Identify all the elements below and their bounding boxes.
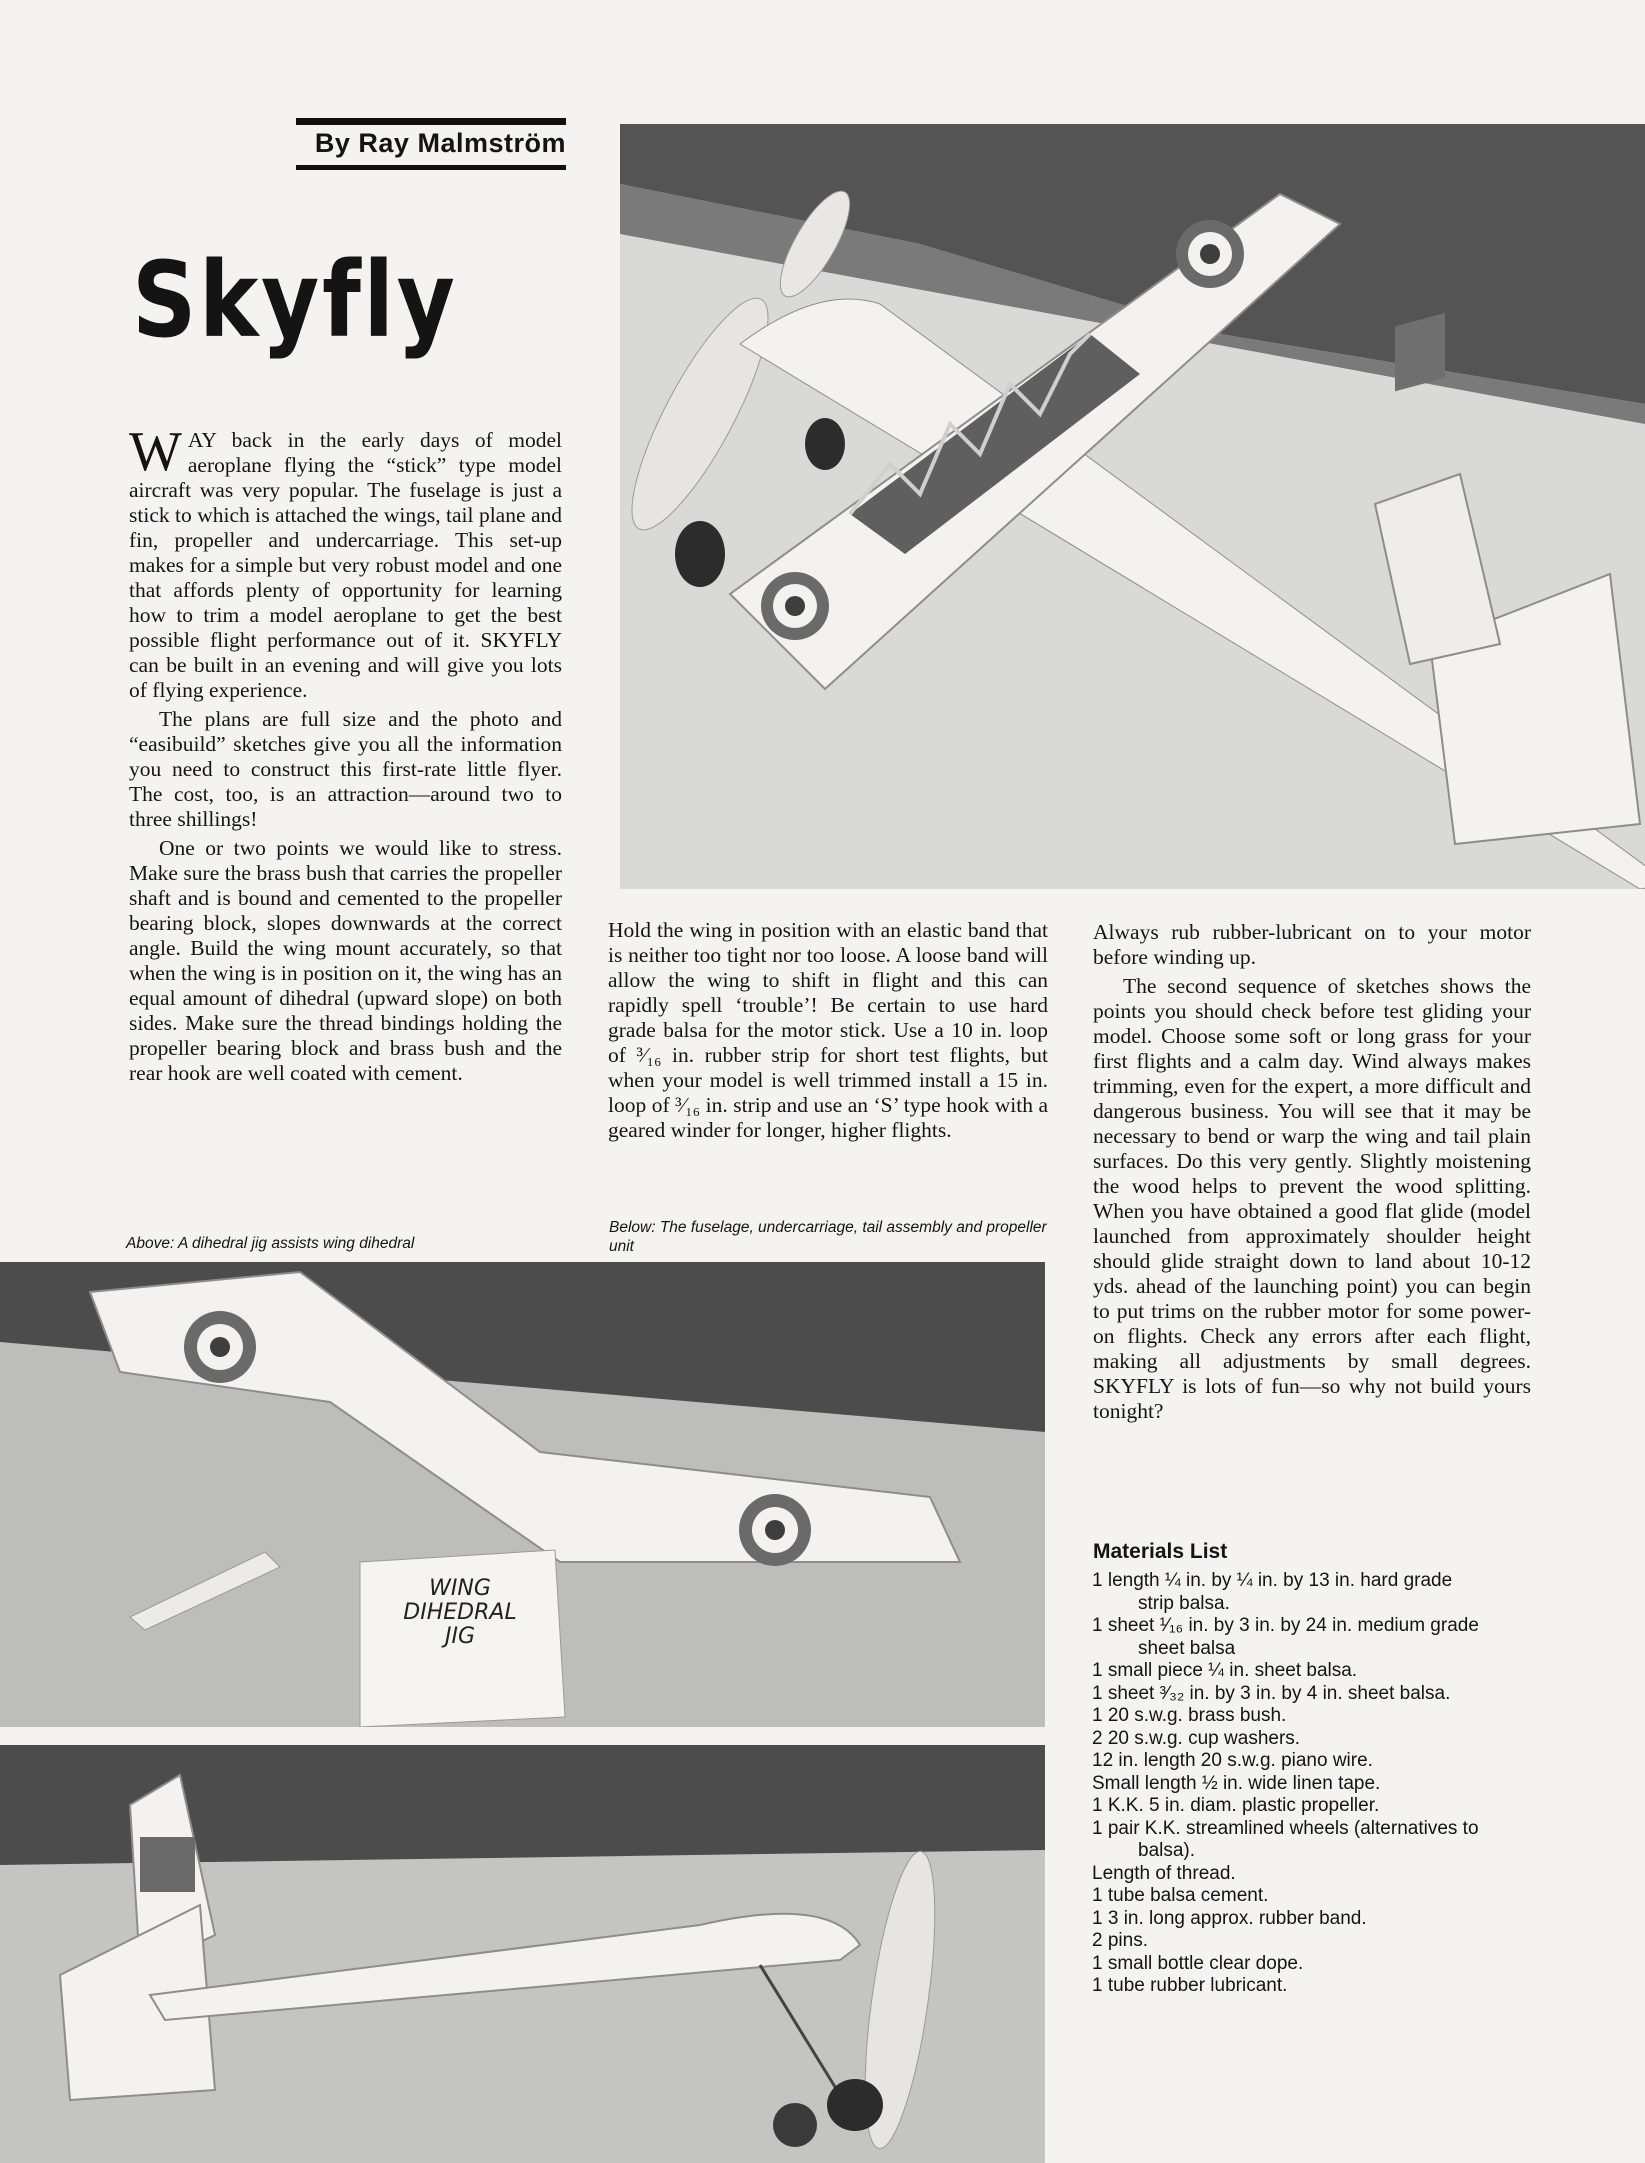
materials-item: 1 small bottle clear dope. xyxy=(1092,1952,1304,1974)
jig-card-line: WING xyxy=(429,1576,491,1601)
byline-rule-top xyxy=(296,118,566,125)
caption-below: Below: The fuselage, undercarriage, tail assembly and propeller unit xyxy=(609,1219,1047,1255)
materials-item: 2 20 s.w.g. cup washers. xyxy=(1092,1727,1301,1749)
materials-item: Small length ½ in. wide linen tape. xyxy=(1092,1772,1381,1794)
materials-item: 1 3 in. long approx. rubber band. xyxy=(1092,1907,1367,1929)
materials-list xyxy=(1092,1570,1492,1998)
materials-item: 1 small piece ¼ in. sheet balsa. xyxy=(1092,1660,1358,1681)
caption-above: Above: A dihedral jig assists wing dihedral xyxy=(126,1235,415,1252)
drop-cap: W xyxy=(129,421,182,483)
materials-item: 1 sheet ¹⁄₁₆ in. by 3 in. by 24 in. medium grade sheet balsa xyxy=(1092,1615,1479,1659)
byline-rule-bottom xyxy=(296,165,566,170)
materials-item: 1 length ¼ in. by ¼ in. by 13 in. hard grade strip balsa. xyxy=(1092,1570,1453,1614)
photo-complete-model xyxy=(620,124,1645,889)
materials-item: 1 K.K. 5 in. diam. plastic propeller. xyxy=(1092,1795,1380,1816)
jig-card-line: DIHEDRAL xyxy=(403,1600,517,1625)
materials-item: 1 sheet ³⁄₃₂ in. by 3 in. by 4 in. sheet balsa. xyxy=(1092,1682,1451,1704)
jig-card-label xyxy=(375,1577,545,1649)
materials-item: 1 pair K.K. streamlined wheels (alternatives to balsa). xyxy=(1092,1817,1479,1861)
paragraph: The second sequence of sketches shows the points you should check before test gliding your model. Choose some soft or long grass for your first flights and a calm day. Wind always makes trimming, even for the expert, a more difficult and dangerous business. You will see that it may be necessary to bend or warp the wing and tail plain surfaces. Do this very gently. Slightly moistening the wood helps to prevent the wood splitting. When you have obtained a good flat glide (model launched from approximately shoulder height should glide straight down to land about 10-12 yds. ahead of the launching point) you can begin to put trims on the rubber motor for some power-on flights. Check any errors after each flight, making all adjustments by small degrees. SKYFLY is lots of fun—so why not build yours tonight? xyxy=(1093,974,1531,1423)
paragraph: One or two points we would like to stress. Make sure the brass bush that carries the propeller shaft and is bound and cemented to the propeller bearing block, slopes downwards at the correct angle. Build the wing mount accurately, so that when the wing is in position on it, the wing has an equal amount of dihedral (upward slope) on both sides. Make sure the thread bindings holding the propeller bearing block and brass bush and the rear hook are well coated with cement. xyxy=(129,836,562,1085)
materials-item: 1 tube rubber lubricant. xyxy=(1092,1975,1288,1996)
materials-item: Length of thread. xyxy=(1092,1862,1236,1884)
photo-dihedral-jig xyxy=(0,1262,1045,1727)
materials-item: 1 20 s.w.g. brass bush. xyxy=(1092,1705,1287,1726)
paragraph: Hold the wing in position with an elastic band that is neither too tight nor too loose. A loose band will allow the wing to shift in flight and this can rapidly spell ‘trouble’! Be certain to use hard grade balsa for the motor stick. Use a 10 in. loop of ³⁄₁₆ in. rubber strip for short test flights, but when your model is well trimmed install a 15 in. loop of ³⁄₁₆ in. strip and use an ‘S’ type hook with a geared winder for longer, higher flights. xyxy=(608,918,1048,1142)
paragraph xyxy=(129,421,562,703)
materials-item: 12 in. length 20 s.w.g. piano wire. xyxy=(1092,1750,1373,1771)
materials-item: 1 tube balsa cement. xyxy=(1092,1885,1269,1906)
byline: By Ray Malmström xyxy=(314,128,566,158)
materials-heading: Materials List xyxy=(1093,1540,1228,1563)
text-column-middle xyxy=(608,918,1048,1147)
article-title: Skyfly xyxy=(132,239,458,361)
paragraph: The plans are full size and the photo and “easibuild” sketches give you all the information you need to construct this first-rate little flyer. The cost, too, is an attraction—around two to three shillings! xyxy=(129,707,562,831)
photo-fuselage-assembly xyxy=(0,1745,1045,2163)
paragraph: Always rub rubber-lubricant on to your motor before winding up. xyxy=(1093,920,1531,969)
jig-card-line: JIG xyxy=(444,1624,476,1649)
materials-item: 2 pins. xyxy=(1092,1930,1148,1951)
paragraph-text: AY back in the early days of model aeroplane flying the “stick” type model aircraft was very popular. The fuselage is just a stick to which is attached the wings, tail plane and fin, propeller and undercarriage. This set-up makes for a simple but very robust model and one that affords plenty of opportunity for learning how to trim a model aeroplane to get the best possible flight performance out of it. SKYFLY can be built in an evening and will give you lots of flying experience. xyxy=(129,428,562,702)
text-column-left xyxy=(129,421,562,1090)
text-column-right xyxy=(1093,920,1531,1428)
